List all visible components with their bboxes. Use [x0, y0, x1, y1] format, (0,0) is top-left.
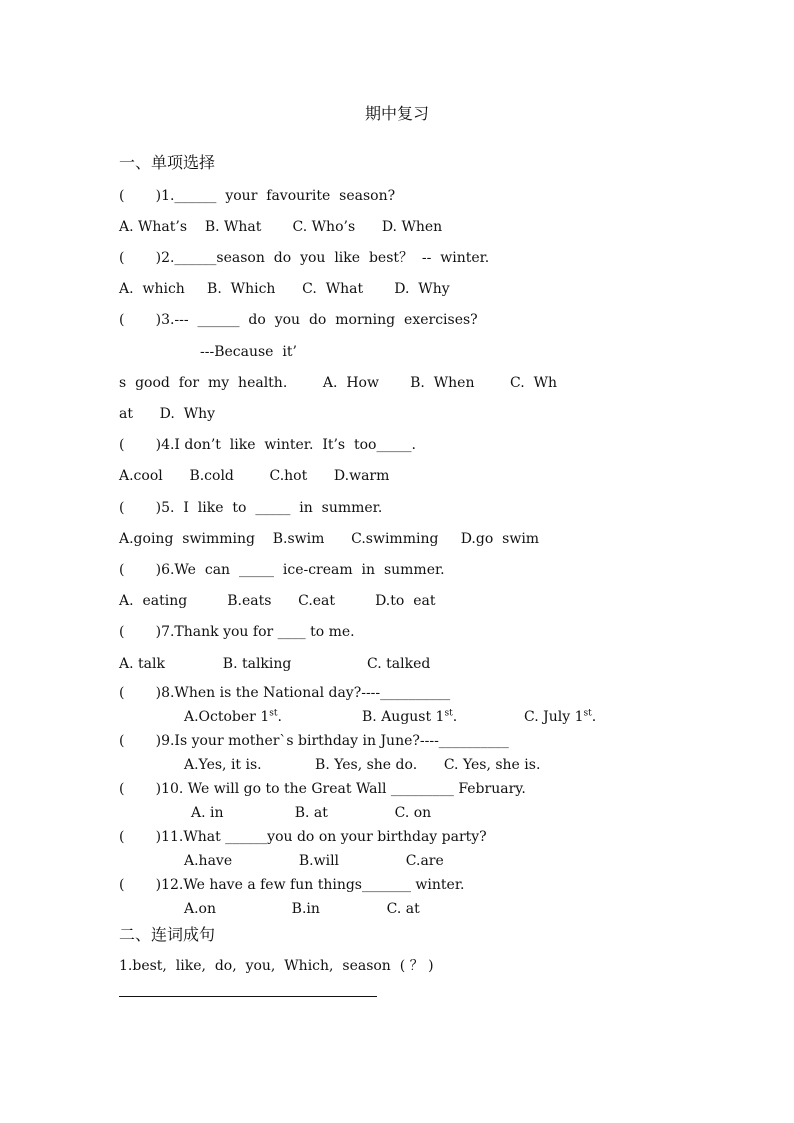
- question-4: ( )4.I don’t like winter. It’s too_____.: [119, 437, 416, 453]
- question-11-options: A.have B.will C.are: [184, 853, 444, 869]
- question-10-options: A. in B. at C. on: [191, 805, 432, 821]
- question-11: ( )11.What ______you do on your birthday party?: [119, 829, 487, 845]
- question-6-options: A. eating B.eats C.eat D.to eat: [119, 593, 436, 609]
- question-8-option-a: A.October 1st.: [184, 708, 282, 725]
- question-2: ( )2.______season do you like best？ -- winter.: [119, 250, 490, 266]
- question-8-option-c: C. July 1st.: [524, 708, 597, 725]
- question-6: ( )6.We can _____ ice-cream in summer.: [119, 562, 445, 578]
- answer-line: [119, 996, 377, 997]
- question-12-options: A.on B.in C. at: [184, 901, 420, 917]
- question-5: ( )5. I like to _____ in summer.: [119, 500, 383, 516]
- section-heading-word-ordering: 二、连词成句: [119, 925, 216, 944]
- section-heading-multiple-choice: 一、单项选择: [119, 153, 216, 172]
- question-1: ( )1.______ your favourite season?: [119, 188, 396, 204]
- question-2-options: A. which B. Which C. What D. Why: [119, 281, 450, 297]
- question-8-option-b: B. August 1st.: [362, 708, 458, 725]
- question-12: ( )12.We have a few fun things_______ winter.: [119, 877, 465, 893]
- question-10: ( )10. We will go to the Great Wall _________ February.: [119, 781, 526, 797]
- question-3-options-continued: at D. Why: [119, 406, 216, 422]
- question-3: ( )3.--- ______ do you do morning exercises?: [119, 312, 478, 328]
- question-3-options: s good for my health. A. How B. When C. Wh: [119, 375, 558, 391]
- question-7-options: A. talk B. talking C. talked: [119, 656, 431, 672]
- question-7: ( )7.Thank you for ____ to me.: [119, 624, 355, 640]
- question-1-options: A. What’s B. What C. Who’s D. When: [119, 219, 443, 235]
- question-4-options: A.cool B.cold C.hot D.warm: [119, 468, 390, 484]
- question-9: ( )9.Is your mother`s birthday in June?----__________: [119, 733, 509, 749]
- question-5-options: A.going swimming B.swim C.swimming D.go swim: [119, 531, 540, 547]
- page-title: 期中复习: [364, 104, 429, 123]
- question-9-options: A.Yes, it is. B. Yes, she do. C. Yes, she is.: [184, 757, 541, 773]
- word-ordering-item-1: 1.best, like, do, you, Which, season ( ？ ): [119, 958, 434, 974]
- question-8: ( )8.When is the National day?----__________: [119, 685, 451, 701]
- question-3-answer-line: ---Because it’: [200, 344, 297, 360]
